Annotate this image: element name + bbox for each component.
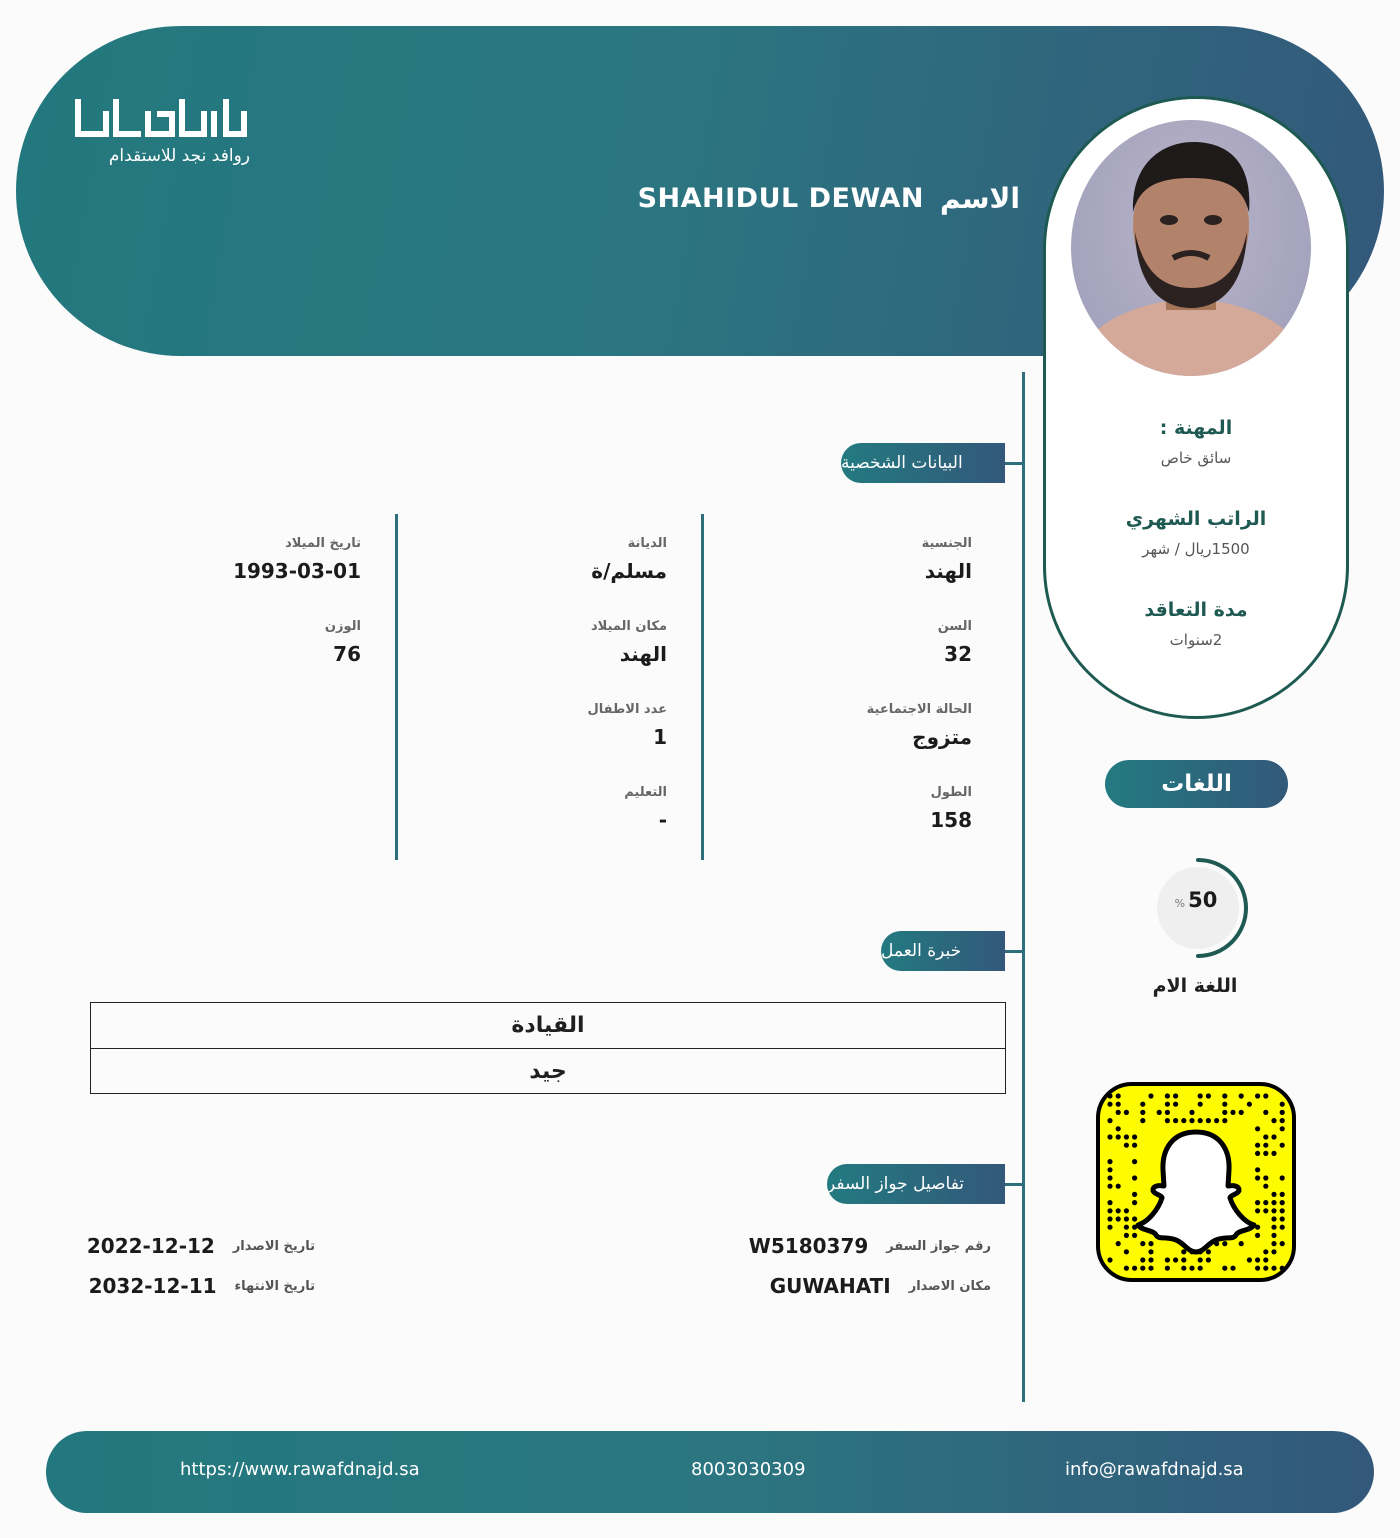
- education-field: [387, 785, 667, 832]
- experience-table: [90, 1002, 1006, 1094]
- profession-value: سائق خاص: [1160, 449, 1232, 467]
- salary-label: الراتب الشهري: [1125, 508, 1267, 530]
- children-field: [387, 702, 667, 749]
- issue-date-value: 2022-12-12: [86, 1234, 215, 1258]
- name-label: الاسم: [940, 181, 1020, 215]
- logo-glyph-icon: [72, 96, 248, 140]
- experience-level: جيد: [91, 1048, 1005, 1093]
- contract-label: مدة التعاقد: [1144, 599, 1248, 621]
- marital-value: متزوج: [912, 725, 972, 749]
- passport-number-row: [749, 1234, 991, 1258]
- nationality-field: [692, 536, 972, 583]
- passport-section-title: تفاصيل جواز السفر: [827, 1164, 1005, 1204]
- weight-field: [81, 619, 361, 666]
- birthplace-value: الهند: [619, 642, 667, 666]
- profession-block: [1046, 417, 1346, 467]
- footer-band: [46, 1431, 1374, 1513]
- birthplace-label: مكان الميلاد: [590, 619, 667, 634]
- education-label: التعليم: [624, 785, 667, 800]
- education-value: -: [658, 808, 667, 832]
- mother-tongue-caption: اللغة الام: [1152, 975, 1238, 997]
- candidate-photo: [1071, 120, 1311, 376]
- section-connector: [1005, 1183, 1023, 1186]
- height-value: 158: [930, 808, 972, 832]
- salary-value: 1500ريال / شهر: [1142, 540, 1250, 558]
- name-row: [600, 176, 1020, 220]
- religion-label: الديانة: [627, 536, 667, 551]
- children-value: 1: [653, 725, 667, 749]
- religion-value: مسلم/ة: [591, 559, 667, 583]
- company-logo: [70, 96, 250, 176]
- personal-section-title: البيانات الشخصية: [841, 443, 1005, 483]
- nationality-value: الهند: [924, 559, 972, 583]
- height-label: الطول: [930, 785, 972, 800]
- birthdate-label: تاريخ الميلاد: [285, 536, 361, 551]
- issue-place-label: مكان الاصدار: [908, 1278, 991, 1294]
- age-label: السن: [937, 619, 972, 634]
- logo-text: روافد نجد للاستقدام: [108, 146, 250, 166]
- weight-value: 76: [333, 642, 361, 666]
- profession-label: المهنة :: [1159, 417, 1233, 439]
- issue-date-row: [87, 1234, 315, 1258]
- age-field: [692, 619, 972, 666]
- gauge-percent-sign: %: [1174, 897, 1186, 910]
- nationality-label: الجنسية: [921, 536, 972, 551]
- children-label: عدد الاطفال: [587, 702, 667, 717]
- height-field: [692, 785, 972, 832]
- languages-title: اللغات: [1105, 760, 1288, 808]
- birthdate-value: 1993-03-01: [233, 559, 361, 583]
- profile-card: [1043, 96, 1349, 719]
- experience-skill: القيادة: [511, 1013, 585, 1038]
- footer-phone[interactable]: 8003030309: [691, 1459, 806, 1480]
- marital-label: الحالة الاجتماعية: [866, 702, 972, 717]
- gauge-percent: 50: [1188, 888, 1218, 912]
- section-connector: [1005, 462, 1023, 465]
- issue-place-row: [770, 1274, 991, 1298]
- birthdate-field: [81, 536, 361, 583]
- gauge-value: [1156, 888, 1236, 912]
- passport-number-value: W5180379: [748, 1234, 869, 1258]
- salary-block: [1046, 508, 1346, 558]
- expiry-date-label: تاريخ الانتهاء: [234, 1278, 315, 1294]
- passport-number-label: رقم جواز السفر: [886, 1238, 991, 1254]
- issue-place-value: GUWAHATI: [769, 1274, 891, 1298]
- weight-label: الوزن: [324, 619, 361, 634]
- person-silhouette-icon: [1071, 120, 1311, 376]
- candidate-name: SHAHIDUL DEWAN: [637, 182, 925, 214]
- section-connector: [1005, 950, 1023, 953]
- footer-website-link[interactable]: https://www.rawafdnajd.sa: [180, 1459, 420, 1480]
- contract-block: [1046, 599, 1346, 649]
- expiry-date-value: 2032-12-11: [88, 1274, 217, 1298]
- religion-field: [387, 536, 667, 583]
- age-value: 32: [944, 642, 972, 666]
- contract-value: 2سنوات: [1169, 631, 1223, 649]
- birthplace-field: [387, 619, 667, 666]
- marital-field: [692, 702, 972, 749]
- snapchat-qr-code[interactable]: [1096, 1082, 1296, 1282]
- expiry-date-row: [89, 1274, 315, 1298]
- issue-date-label: تاريخ الاصدار: [232, 1238, 315, 1254]
- timeline-divider: [1022, 372, 1025, 1402]
- footer-email-link[interactable]: info@rawafdnajd.sa: [1065, 1459, 1244, 1480]
- experience-section-title: خبرة العمل: [881, 931, 1005, 971]
